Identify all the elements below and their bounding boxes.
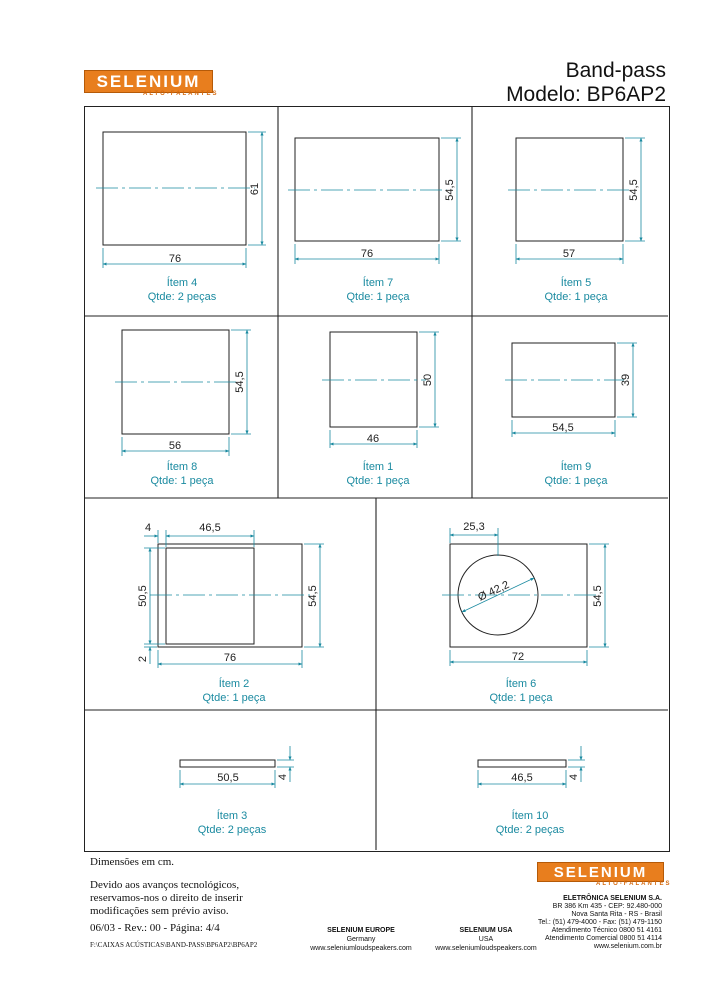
file-path: F:\CAIXAS ACÚSTICAS\BAND-PASS\BP6AP2\BP6AP2: [90, 941, 258, 949]
item3-thickness: 4: [277, 773, 289, 781]
model-name: Modelo: BP6AP2: [506, 83, 666, 106]
item4-quantity: Qtde: 2 peças: [147, 291, 217, 303]
item5-label: Ítem 5: [560, 277, 592, 289]
address-line-2: Nova Santa Rita - RS - Brasil: [571, 911, 662, 918]
item6-panel: [450, 544, 587, 647]
item4-label: Ítem 4: [166, 277, 198, 289]
item6-hole-offset: 25,3: [463, 521, 485, 533]
item2-width: 76: [223, 652, 237, 664]
item7-label: Ítem 7: [362, 277, 394, 289]
item5-panel: [516, 138, 623, 241]
company-name: ELETRÔNICA SELENIUM S.A.: [563, 895, 662, 902]
item2-panel: [158, 544, 302, 647]
usa-url[interactable]: www.seleniumloudspeakers.com: [435, 945, 537, 952]
item6-diameter: Ø 42,2: [476, 578, 512, 604]
notice-line-3: modificações sem prévio aviso.: [90, 905, 229, 917]
item7-width: 76: [360, 248, 374, 260]
item7-quantity: Qtde: 1 peça: [346, 291, 410, 303]
company-website[interactable]: www.selenium.com.br: [593, 943, 662, 950]
item2-label: Ítem 2: [218, 678, 250, 690]
revision-info: 06/03 - Rev.: 00 - Página: 4/4: [90, 922, 220, 934]
item6-height: 54,5: [592, 585, 604, 607]
item8-caption: [102, 460, 262, 488]
item5-quantity: Qtde: 1 peça: [544, 291, 608, 303]
item7-caption: [298, 276, 458, 304]
footer-selenium-logo: [537, 862, 664, 882]
notice-line-1: Devido aos avanços tecnológicos,: [90, 879, 240, 891]
item8-label: Ítem 8: [166, 461, 198, 473]
notice-line-2: reservamos-nos o direito de inserir: [90, 892, 243, 904]
item10-caption: [450, 809, 610, 837]
item6-width: 72: [511, 651, 525, 663]
europe-title: SELENIUM EUROPE: [327, 927, 395, 934]
address-line-4: Atendimento Técnico 0800 51 4161: [551, 927, 662, 934]
europe-country: Germany: [346, 936, 376, 943]
footer-logo-subtitle: ALTO-FALANTES: [596, 881, 672, 887]
item10-width: 46,5: [511, 772, 533, 784]
footer-logo-text: SELENIUM: [553, 863, 648, 881]
item1-panel: [330, 332, 417, 427]
item10-quantity: Qtde: 2 peças: [495, 824, 565, 836]
item1-quantity: Qtde: 1 peça: [346, 475, 410, 487]
item2-inner-width: 46,5: [199, 522, 221, 534]
item1-height: 50: [422, 373, 434, 387]
item9-height: 39: [620, 373, 632, 387]
logo-text: SELENIUM: [96, 71, 201, 91]
item8-height: 54,5: [234, 371, 246, 393]
item6-caption: [441, 677, 601, 705]
address-line-1: BR 386 Km 435 - CEP: 92.480-000: [552, 903, 662, 910]
item1-label: Ítem 1: [362, 461, 394, 473]
item2-inner: [166, 548, 254, 644]
item5-width: 57: [562, 248, 576, 260]
item2-quantity: Qtde: 1 peça: [202, 692, 266, 704]
item7-height: 54,5: [444, 179, 456, 201]
item6-quantity: Qtde: 1 peça: [489, 692, 553, 704]
item1-caption: [298, 460, 458, 488]
europe-contact: [296, 926, 426, 953]
address-line-5: Atendimento Comercial 0800 51 4114: [544, 935, 662, 942]
address-line-3: Tel.: (51) 479-4000 - Fax: (51) 479-1150: [538, 919, 662, 926]
item9-caption: [496, 460, 656, 488]
item10-panel: [478, 760, 566, 767]
item3-label: Ítem 3: [216, 810, 248, 822]
item1-width: 46: [366, 433, 380, 445]
item3-panel: [180, 760, 275, 767]
europe-url[interactable]: www.seleniumloudspeakers.com: [310, 945, 412, 952]
item9-width: 54,5: [552, 422, 574, 434]
item7-panel: [295, 138, 439, 241]
item9-label: Ítem 9: [560, 461, 592, 473]
item4-height: 61: [249, 182, 261, 196]
item8-width: 56: [168, 440, 182, 452]
item4-panel: [103, 132, 246, 245]
item4-caption: [102, 276, 262, 304]
units-note: Dimensões em cm.: [90, 856, 175, 868]
usa-title: SELENIUM USA: [459, 927, 513, 934]
usa-country: USA: [478, 936, 494, 943]
item2-offset-x: 4: [144, 522, 152, 534]
item2-height: 54,5: [307, 585, 319, 607]
item4-width: 76: [168, 253, 182, 265]
item5-caption: [496, 276, 656, 304]
item9-quantity: Qtde: 1 peça: [544, 475, 608, 487]
item2-inner-height: 50,5: [137, 585, 149, 607]
item6-label: Ítem 6: [505, 678, 537, 690]
item2-caption: [154, 677, 314, 705]
company-address: [462, 895, 662, 951]
item3-quantity: Qtde: 2 peças: [197, 824, 267, 836]
item8-quantity: Qtde: 1 peça: [150, 475, 214, 487]
item2-offset-y: 2: [137, 655, 149, 663]
item3-caption: [152, 809, 312, 837]
item10-thickness: 4: [568, 773, 580, 781]
logo-subtitle: ALTO-FALANTES: [143, 91, 219, 97]
document-title: Band-pass: [565, 59, 666, 82]
item10-label: Ítem 10: [511, 810, 549, 822]
item5-height: 54,5: [628, 179, 640, 201]
item3-width: 50,5: [217, 772, 239, 784]
